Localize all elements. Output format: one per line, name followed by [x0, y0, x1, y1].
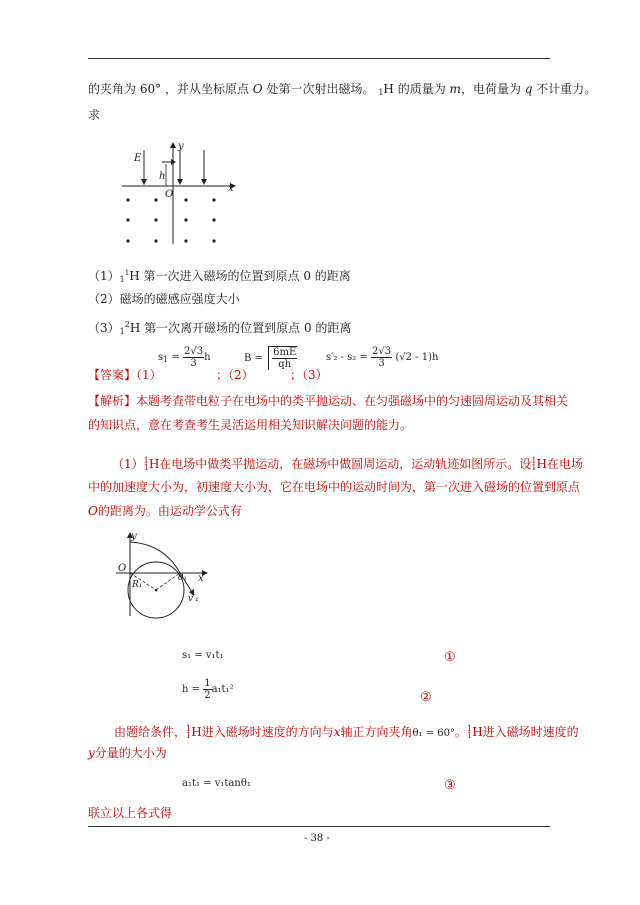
q-text: 第一次离开磁场的位置到原点 0 的距离	[144, 321, 352, 335]
answer-3-formula: s′₂ - s₂ = $\frac{2√3}{3}$ (√2 - 1)h	[326, 346, 439, 369]
q-number: （3）	[88, 321, 120, 335]
label-theta: θ₁	[178, 573, 188, 583]
answer-sep: ；（2）	[216, 368, 254, 382]
header-rule	[88, 58, 550, 59]
label-h: h	[159, 171, 166, 182]
q-number: （1）	[88, 269, 120, 283]
magnetic-field-dots	[126, 198, 215, 242]
question-2: （2）磁场的磁感应强度大小	[88, 292, 240, 306]
page-number: - 38 -	[304, 833, 330, 844]
field-arrow-icon	[177, 179, 183, 185]
mass-symbol: m	[449, 82, 461, 96]
text: 的质量为	[397, 82, 446, 96]
field-arrow-icon	[201, 179, 207, 185]
equation-2-number: ②	[420, 690, 432, 705]
label-O: O	[118, 563, 127, 574]
footer-rule	[88, 826, 550, 827]
field-arrow-icon	[141, 179, 147, 185]
nuclide-symbol: H	[129, 321, 141, 335]
nuclide-z: 1	[119, 275, 125, 284]
label-x: x	[228, 183, 234, 194]
analysis-p1-line-3: O的距离为。由运动学公式有	[88, 504, 242, 518]
label-E: E	[134, 153, 142, 164]
text: 不计重力。	[536, 82, 597, 96]
label-R: R₁	[132, 580, 143, 590]
equation-3-number: ③	[444, 778, 456, 793]
label-y: y	[178, 141, 184, 152]
origin-symbol: O	[252, 82, 263, 96]
nuclide-symbol: H	[129, 269, 140, 283]
answer-tag	[88, 366, 162, 384]
question-3	[88, 316, 351, 341]
condition-line-1: 由题给条件，$^1_1$H进入磁场时速度的方向与x轴正方向夹角θ₁ = 60°。$^1_1$H进入磁场时速度的	[114, 724, 579, 740]
label-O: O	[165, 189, 174, 200]
label-v: v′₁	[188, 594, 199, 604]
condition-line-2: y分量的大小为	[88, 746, 167, 760]
nuclide-symbol: H	[383, 82, 394, 96]
equation-1: s₁ = v₁t₁	[182, 650, 224, 661]
intro-line-1	[88, 80, 596, 102]
analysis-line-1: 【解析】本题考查带电粒子在电场中的类平抛运动、在匀强磁场中的匀速圆周运动及其相关	[88, 394, 569, 408]
text: 处第一次射出磁场。	[266, 82, 375, 96]
nuclide-a: 2	[124, 320, 130, 329]
analysis-p1-line-1: $(1)^1_1H$在电场中做类平抛运动，在磁场中做圆周运动，运动轨迹如图所示。设$^1_1$H在电场	[112, 456, 583, 472]
part: （1）	[136, 368, 162, 382]
text: 的夹角为	[88, 82, 137, 96]
intro-line-2: 求	[88, 108, 101, 122]
y-axis-arrow-icon	[170, 142, 176, 148]
equation-3: a₁t₁ = v₁tanθ₁	[182, 778, 251, 789]
nuclide-z: 1	[119, 327, 125, 336]
label-y: y	[131, 531, 137, 542]
text: ，电荷量为	[460, 82, 521, 96]
analysis-line-2: 的知识点，意在考查考生灵活运用相关知识解决问题的能力。	[88, 418, 413, 432]
text: ，并从坐标原点	[164, 82, 249, 96]
answer-sep: ；（3）	[290, 368, 328, 382]
answer-2-formula: B = $\frac{6mE}{qh}$	[244, 347, 297, 370]
equation-1-number: ①	[444, 650, 456, 665]
analysis-p1-line-2: 中的加速度大小为，初速度大小为，它在电场中的运动时间为，第一次进入磁场的位置到原点	[88, 480, 581, 494]
nuclide-z: 1	[378, 88, 384, 97]
charge-symbol: q	[524, 82, 533, 96]
label-x: x	[198, 573, 204, 584]
answer-1-formula: $s_1$ = $\frac{2√3}{3}$ h	[158, 346, 211, 369]
q-text: 第一次进入磁场的位置到原点 0 的距离	[143, 269, 351, 283]
tag: 【答案】	[88, 368, 137, 382]
equation-2: h = $\frac{1}{2}$ a₁t₁²	[182, 678, 234, 701]
question-1: $(1)_1^1H$ 第一次进入磁场的位置到原点 0 的距离	[88, 269, 351, 284]
angle-value: 60°	[139, 82, 162, 96]
combine-line: 联立以上各式得	[88, 806, 173, 820]
